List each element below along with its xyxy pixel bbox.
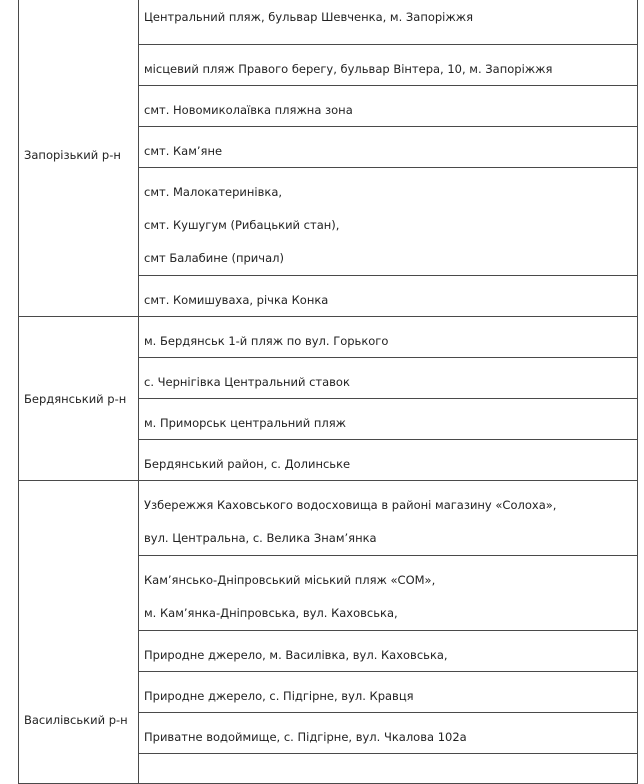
table-row (19, 481, 638, 556)
place-cell (139, 358, 638, 399)
region-name-cell: Бердянський р-н (19, 317, 139, 481)
table-row (19, 0, 638, 45)
place-cell (139, 399, 638, 440)
place-line: м. Бердянськ 1-й пляж по вул. Горького (144, 334, 389, 348)
place-cell (139, 0, 638, 45)
place-cell (139, 45, 638, 86)
region-name-cell: Василівський р-н (19, 481, 139, 784)
place-line: с. Чернігівка Центральний ставок (144, 375, 350, 389)
place-line: смт. Малокатеринівка, (144, 185, 283, 199)
place-line: Кам’янсько-Дніпровський міський пляж «СОМ», (144, 573, 436, 587)
place-line: смт. Новомиколаївка пляжна зона (144, 103, 353, 117)
place-line: Природне джерело, м. Василівка, вул. Каховська, (144, 648, 448, 662)
place-line: смт. Комишуваха, річка Конка (144, 293, 329, 307)
place-cell (139, 481, 638, 556)
table-row (19, 317, 638, 358)
place-line: Природне джерело, с. Підгірне, вул. Кравця (144, 689, 414, 703)
place-line: смт Балабине (причал) (144, 251, 284, 265)
table-body (19, 0, 638, 784)
place-cell (139, 127, 638, 168)
place-cell (139, 317, 638, 358)
place-cell (139, 631, 638, 672)
place-line: м. Приморськ центральний пляж (144, 416, 346, 430)
place-cell (139, 86, 638, 127)
place-line: смт. Кушугум (Рибацький стан), (144, 218, 340, 232)
place-cell (139, 713, 638, 754)
place-line: вул. Центральна, с. Велика Знам’янка (144, 531, 377, 545)
place-line: м. Кам’янка-Дніпровська, вул. Каховська, (144, 606, 398, 620)
place-line: місцевий пляж Правого берегу, бульвар Вінтера, 10, м. Запоріжжя (144, 62, 553, 76)
beaches-table (18, 0, 638, 784)
place-cell (139, 276, 638, 317)
place-line: смт. Кам’яне (144, 144, 223, 158)
place-cell (139, 556, 638, 631)
place-cell (139, 672, 638, 713)
place-line: Бердянський район, с. Долинське (144, 457, 351, 471)
region-name-cell: Запорізький р-н (19, 0, 139, 317)
place-cell (139, 754, 638, 784)
place-line: Центральний пляж, бульвар Шевченка, м. Запоріжжя (144, 10, 474, 24)
place-line: Узбережжя Каховського водосховища в районі магазину «Солоха», (144, 498, 557, 512)
place-cell (139, 440, 638, 481)
place-line: Приватне водоймище, с. Підгірне, вул. Чкалова 102а (144, 730, 467, 744)
place-cell (139, 168, 638, 276)
